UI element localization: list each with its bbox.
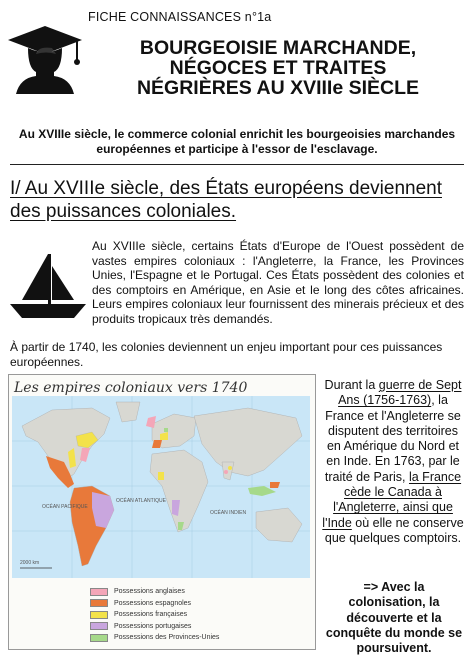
page-title (86, 38, 470, 98)
world-map (12, 396, 310, 578)
legend-item (90, 609, 290, 621)
sailboat-icon (8, 252, 88, 324)
paragraph-1740: À partir de 1740, les colonies deviennent un enjeu important pour ces puissances européennes. (10, 340, 443, 369)
title-line-3: NÉGRIÈRES AU XVIIIe SIÈCLE (136, 77, 420, 99)
seven-years-war-text: Durant la guerre de Sept Ans (1756-1763), la France et l'Angleterre se disputent des territoires en Amérique du Nord et en Inde. En 1763, par le traité de Paris, la France cède le Canada à l'Angleterre, ainsi que l'Inde où elle ne conserve que quelques comptoirs. (322, 378, 464, 545)
legend-item (90, 621, 290, 633)
legend-swatch (90, 599, 108, 607)
fiche-label: FICHE CONNAISSANCES n°1a (88, 10, 272, 24)
legend-item (90, 598, 290, 610)
paragraph-empires: Au XVIIIe siècle, certains États d'Europe de l'Ouest possèdent de vastes empires coloniaux : l'Angleterre, la France, les Provinces Unies, l'Espagne et le Portugal. Ces États possèdent des colonies et des comptoirs en Amérique, en Asie et le long des côtes africaines. Leurs empires coloniaux leur fournissent des minerais précieux et des produits tropicaux très demandés. (92, 239, 464, 326)
conclusion-text: => Avec la colonisation, la découverte et la conquête du monde se poursuivent. (325, 580, 463, 656)
legend-label: Possessions des Provinces-Unies (114, 634, 220, 642)
legend-swatch (90, 622, 108, 630)
legend-item (90, 632, 290, 644)
legend-label: Possessions françaises (114, 611, 188, 619)
divider (10, 164, 464, 165)
ocean-label-indian: OCÉAN INDIEN (210, 510, 247, 516)
underline-cession: la France cède le Canada à l'Angleterre, ainsi que l'Inde (322, 469, 462, 530)
ocean-label-pacific: OCÉAN PACIFIQUE (42, 504, 88, 510)
legend-label: Possessions anglaises (114, 588, 185, 596)
map-legend (90, 586, 290, 644)
legend-swatch (90, 611, 108, 619)
title-line-2: NÉGOCES ET TRAITES (169, 57, 387, 79)
legend-label: Possessions portugaises (114, 622, 192, 630)
ocean-label-atlantic: OCÉAN ATLANTIQUE (116, 498, 166, 504)
intro-text: Au XVIIIe siècle, le commerce colonial enrichit les bourgeoisies marchandes européennes et participe à l'essor de l'esclavage. (18, 127, 456, 156)
legend-item (90, 586, 290, 598)
map-scale: 2000 km (20, 560, 40, 566)
legend-swatch (90, 588, 108, 596)
underline-war: guerre de Sept Ans (1756-1763) (338, 378, 462, 408)
legend-swatch (90, 634, 108, 642)
section-heading: I/ Au XVIIIe siècle, des États européens deviennent des puissances coloniales. (10, 178, 442, 222)
map-title: Les empires coloniaux vers 1740 (14, 380, 248, 396)
legend-label: Possessions espagnoles (114, 599, 192, 607)
graduate-icon (6, 24, 84, 94)
title-line-1: BOURGEOISIE MARCHANDE, (139, 37, 417, 59)
